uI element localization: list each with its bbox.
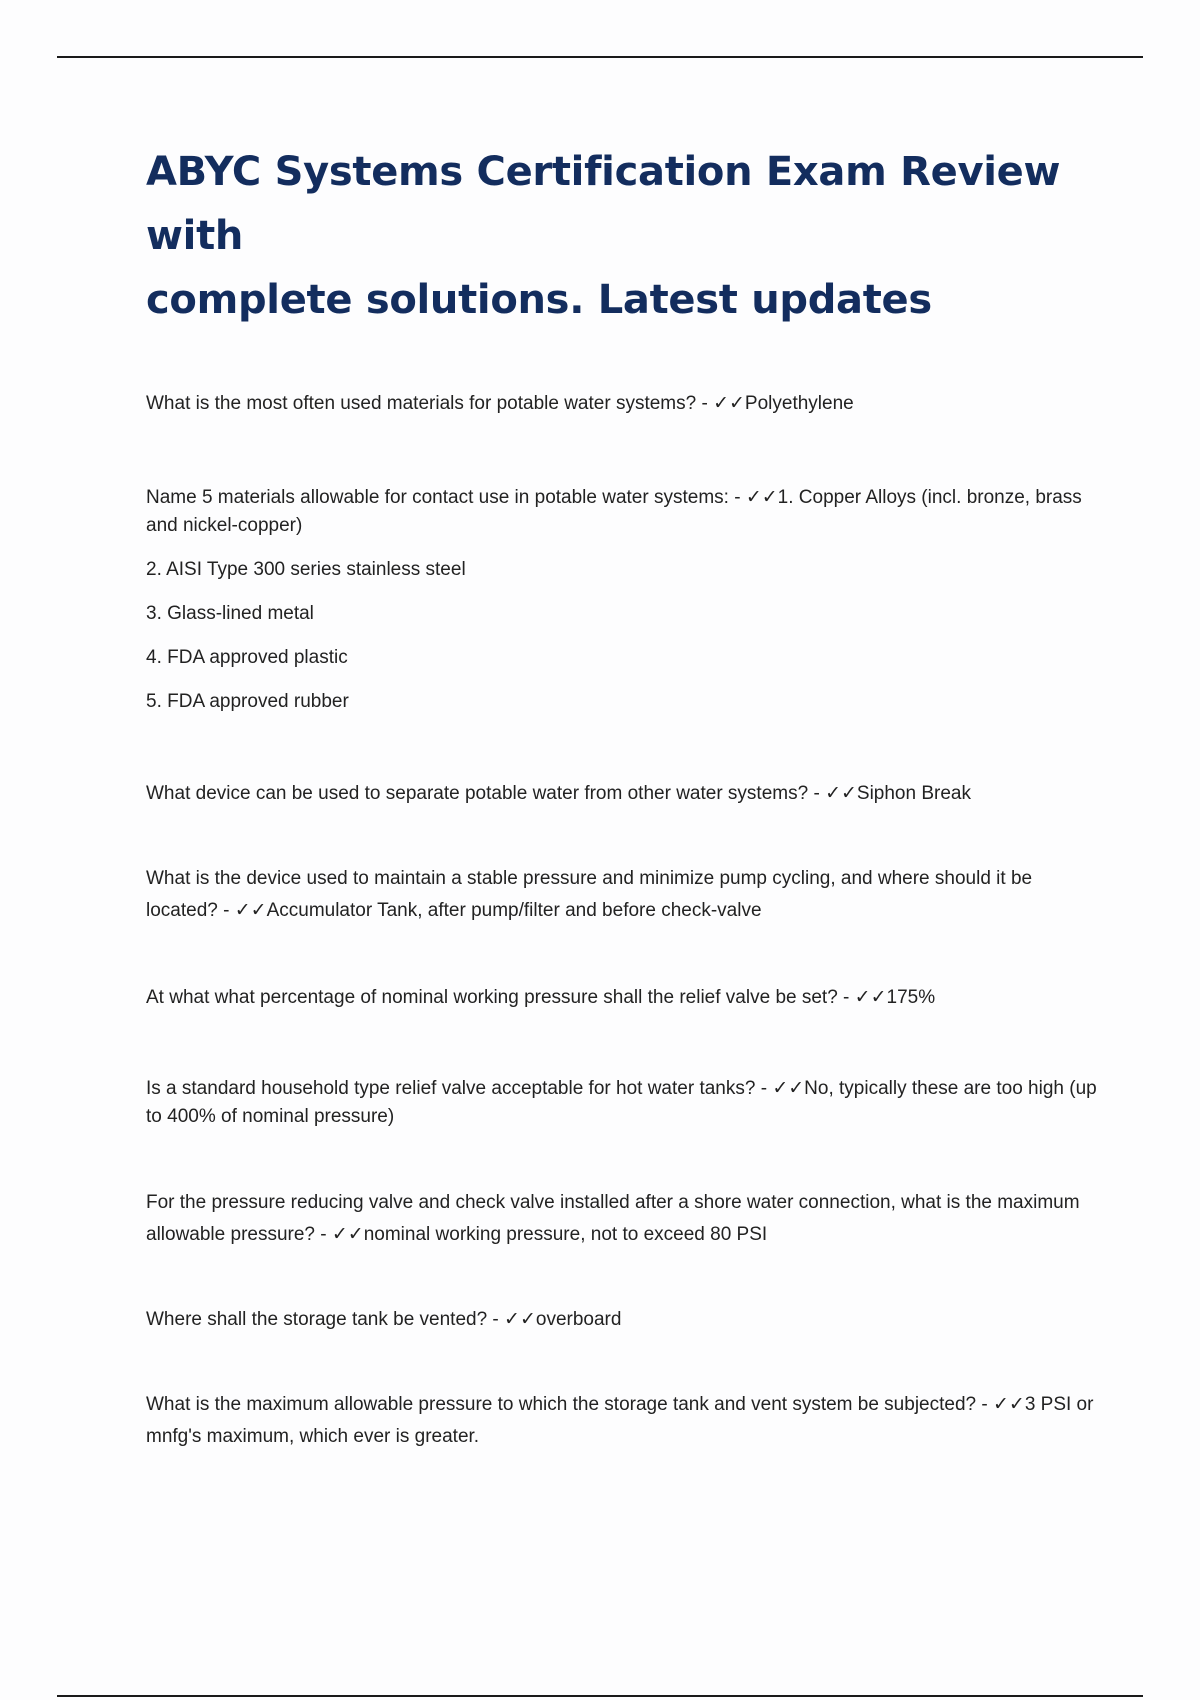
question-text: Name 5 materials allowable for contact use in potable water systems: - (146, 487, 746, 508)
answer-text: 175% (886, 987, 936, 1008)
check-icon: ✓✓ (772, 1078, 805, 1099)
check-icon: ✓✓ (504, 1309, 536, 1330)
qa-item (146, 484, 1106, 540)
bottom-divider (57, 1695, 1143, 1697)
check-icon: ✓✓ (825, 783, 857, 804)
check-icon: ✓✓ (992, 1394, 1025, 1415)
answer-text: 3 PSI or mnfg's maximum, which ever is greater. (146, 1394, 1094, 1447)
check-icon: ✓✓ (331, 1224, 364, 1245)
question-text: For the pressure reducing valve and check valve installed after a shore water connection, what is the maximum allowable pressure? - (146, 1192, 1080, 1245)
title-line-1: ABYC Systems Certification Exam Review with (146, 149, 1061, 259)
answer-text: Siphon Break (856, 783, 971, 804)
answer-text: 1. Copper Alloys (incl. bronze, brass and nickel-copper) (146, 487, 1082, 536)
qa-item (146, 1075, 1106, 1131)
qa-item (146, 1389, 1106, 1453)
question-text: Is a standard household type relief valve acceptable for hot water tanks? - (146, 1078, 773, 1099)
list-item: 5. FDA approved rubber (146, 691, 349, 712)
answer-text: overboard (535, 1309, 622, 1330)
answer-text: Accumulator Tank, after pump/filter and before check-valve (266, 900, 762, 921)
qa-item (146, 984, 1106, 1012)
list-item: 2. AISI Type 300 series stainless steel (146, 559, 466, 580)
question-text: Where shall the storage tank be vented? - (146, 1309, 505, 1330)
check-icon: ✓✓ (854, 987, 887, 1008)
list-item: 4. FDA approved plastic (146, 647, 348, 668)
qa-item (146, 780, 1106, 808)
qa-item (146, 863, 1106, 927)
title-line-2: complete solutions. Latest updates (146, 277, 932, 323)
question-text: What is the most often used materials for potable water systems? - (146, 393, 714, 414)
list-item: 3. Glass-lined metal (146, 603, 314, 624)
qa-item (146, 390, 1106, 418)
qa-item (146, 1187, 1106, 1251)
question-text: What device can be used to separate potable water from other water systems? - (146, 783, 826, 804)
question-text: At what what percentage of nominal working pressure shall the relief valve be set? - (146, 987, 855, 1008)
answer-text: No, typically these are too high (up to 400% of nominal pressure) (146, 1078, 1097, 1127)
question-text: What is the device used to maintain a stable pressure and minimize pump cycling, and where should it be located? - (146, 868, 1033, 921)
check-icon: ✓✓ (745, 487, 778, 508)
check-icon: ✓✓ (713, 393, 745, 414)
answer-text: Polyethylene (744, 393, 854, 414)
check-icon: ✓✓ (234, 900, 267, 921)
question-text: What is the maximum allowable pressure to which the storage tank and vent system be subjected? - (146, 1394, 993, 1415)
top-divider (57, 56, 1143, 58)
document-page (146, 140, 1106, 1453)
document-title (146, 140, 1106, 332)
qa-item (146, 1306, 1106, 1334)
answer-list (146, 556, 1106, 716)
answer-text: nominal working pressure, not to exceed 80 PSI (363, 1224, 768, 1245)
